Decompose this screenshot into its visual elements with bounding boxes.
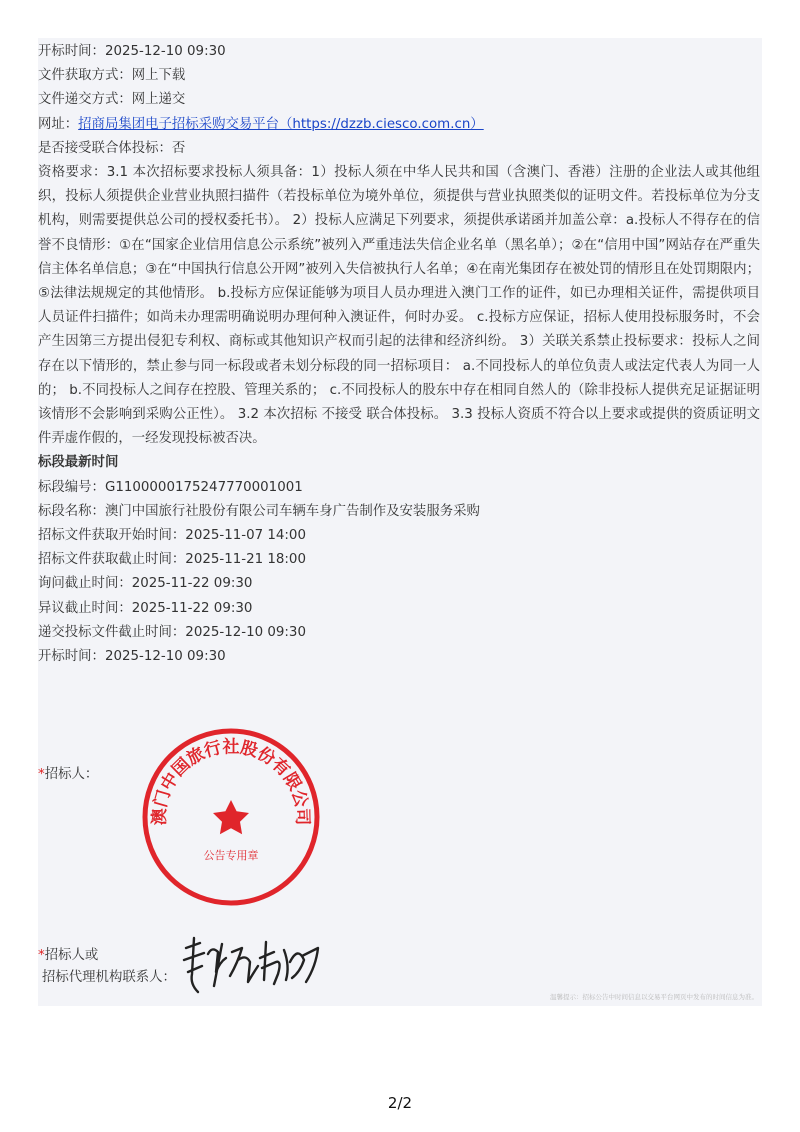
url-label: 网址： — [38, 116, 79, 132]
qualification-text: 资格要求：3.1 本次招标要求投标人须具备：1）投标人须在中华人民共和国（含澳门、香港）注册的企业法人或其他组织，投标人须提供企业营业执照扫描件（若投标单位为境外单位，须提供与营业执照类似的证明文件。若投标单位为分支机构，则需要提供总公司的授权委托书）。 2）投标人应满足下列要求，须提供承诺函并加盖公章：a.投标人不得存在的信誉不良情形：①在“国家企业信用信息公示系统”被列入严重违法失信企业名单（黑名单）；②在“信用中国”网站存在严重失信主体名单信息；③在“中国执行信息公开网”被列入失信被执行人名单；④在南光集团存在被处罚的情形且在处罚期限内；⑤法律法规规定的其他情形。 b.投标方应保证能够为项目人员办理进入澳门工作的证件，如已办理相关证件，需提供项目人员证件扫描件；如尚未办理需明确说明办理何种入澳证件，何时办妥。 c.投标方应保证，招标人使用投标服务时，不会产生因第三方提出侵犯专利权、商标或其他知识产权而引起的法律和经济纠纷。 3）关联关系禁止投标要求：投标人之间存在以下情形的，禁止参与同一标段或者未划分标段的同一招标项目： a.不同投标人的单位负责人或法定代表人为同一人的； b.不同投标人之间存在控股、管理关系的； c.不同投标人的股东中存在相同自然人的（除非投标人提供充足证据证明该情形不会影响到采购公正性）。 3.2 本次招标 不接受 联合体投标。 3.3 投标人资质不符合以上要求或提供的资质证明文件弄虚作假的，一经发现投标被否决。 — [38, 165, 760, 447]
company-seal — [136, 722, 326, 912]
tenderer-label: *招标人： — [38, 767, 99, 782]
page-number: 2/2 — [387, 1094, 413, 1112]
url-row — [38, 113, 760, 137]
handwritten-signature — [178, 932, 328, 998]
section-heading: 标段最新时间 — [38, 455, 119, 471]
star-icon — [213, 800, 249, 834]
file-method: 文件获取方式：网上下载 — [38, 68, 186, 84]
open-time-top: 开标时间：2025-12-10 09:30 — [38, 44, 226, 59]
consortium-row: 是否接受联合体投标：否 — [38, 140, 186, 156]
doc-end-time: 招标文件获取截止时间：2025-11-21 18:00 — [38, 552, 306, 568]
inquiry-deadline: 询问截止时间：2025-11-22 09:30 — [38, 576, 253, 592]
submit-method: 文件递交方式：网上递交 — [38, 92, 186, 108]
contact-label: *招标人或 招标代理机构联系人： — [38, 948, 176, 985]
section-name: 标段名称：澳门中国旅行社股份有限公司车辆车身广告制作及安装服务采购 — [38, 503, 480, 519]
section-number: 标段编号：G1100000175247770001001 — [38, 479, 303, 495]
objection-deadline: 异议截止时间：2025-11-22 09:30 — [38, 600, 253, 616]
doc-start-time: 招标文件获取开始时间：2025-11-07 14:00 — [38, 528, 306, 544]
open-time-section: 开标时间：2025-12-10 09:30 — [38, 649, 226, 665]
submit-deadline: 递交投标文件截止时间：2025-12-10 09:30 — [38, 624, 306, 640]
footer-note: 温馨提示：招标公告中时间信息以交易平台网页中发布的时间信息为准。 — [550, 993, 758, 1001]
announcement-body — [38, 40, 760, 669]
platform-link[interactable]: 招商局集团电子招标采购交易平台（https://dzzb.ciesco.com.cn） — [78, 116, 484, 132]
seal-inner-text: 公告专用章 — [203, 849, 259, 862]
required-mark: * — [38, 767, 45, 782]
seal-ring-text: 澳门中国旅行社股份有限公司 — [149, 737, 313, 826]
